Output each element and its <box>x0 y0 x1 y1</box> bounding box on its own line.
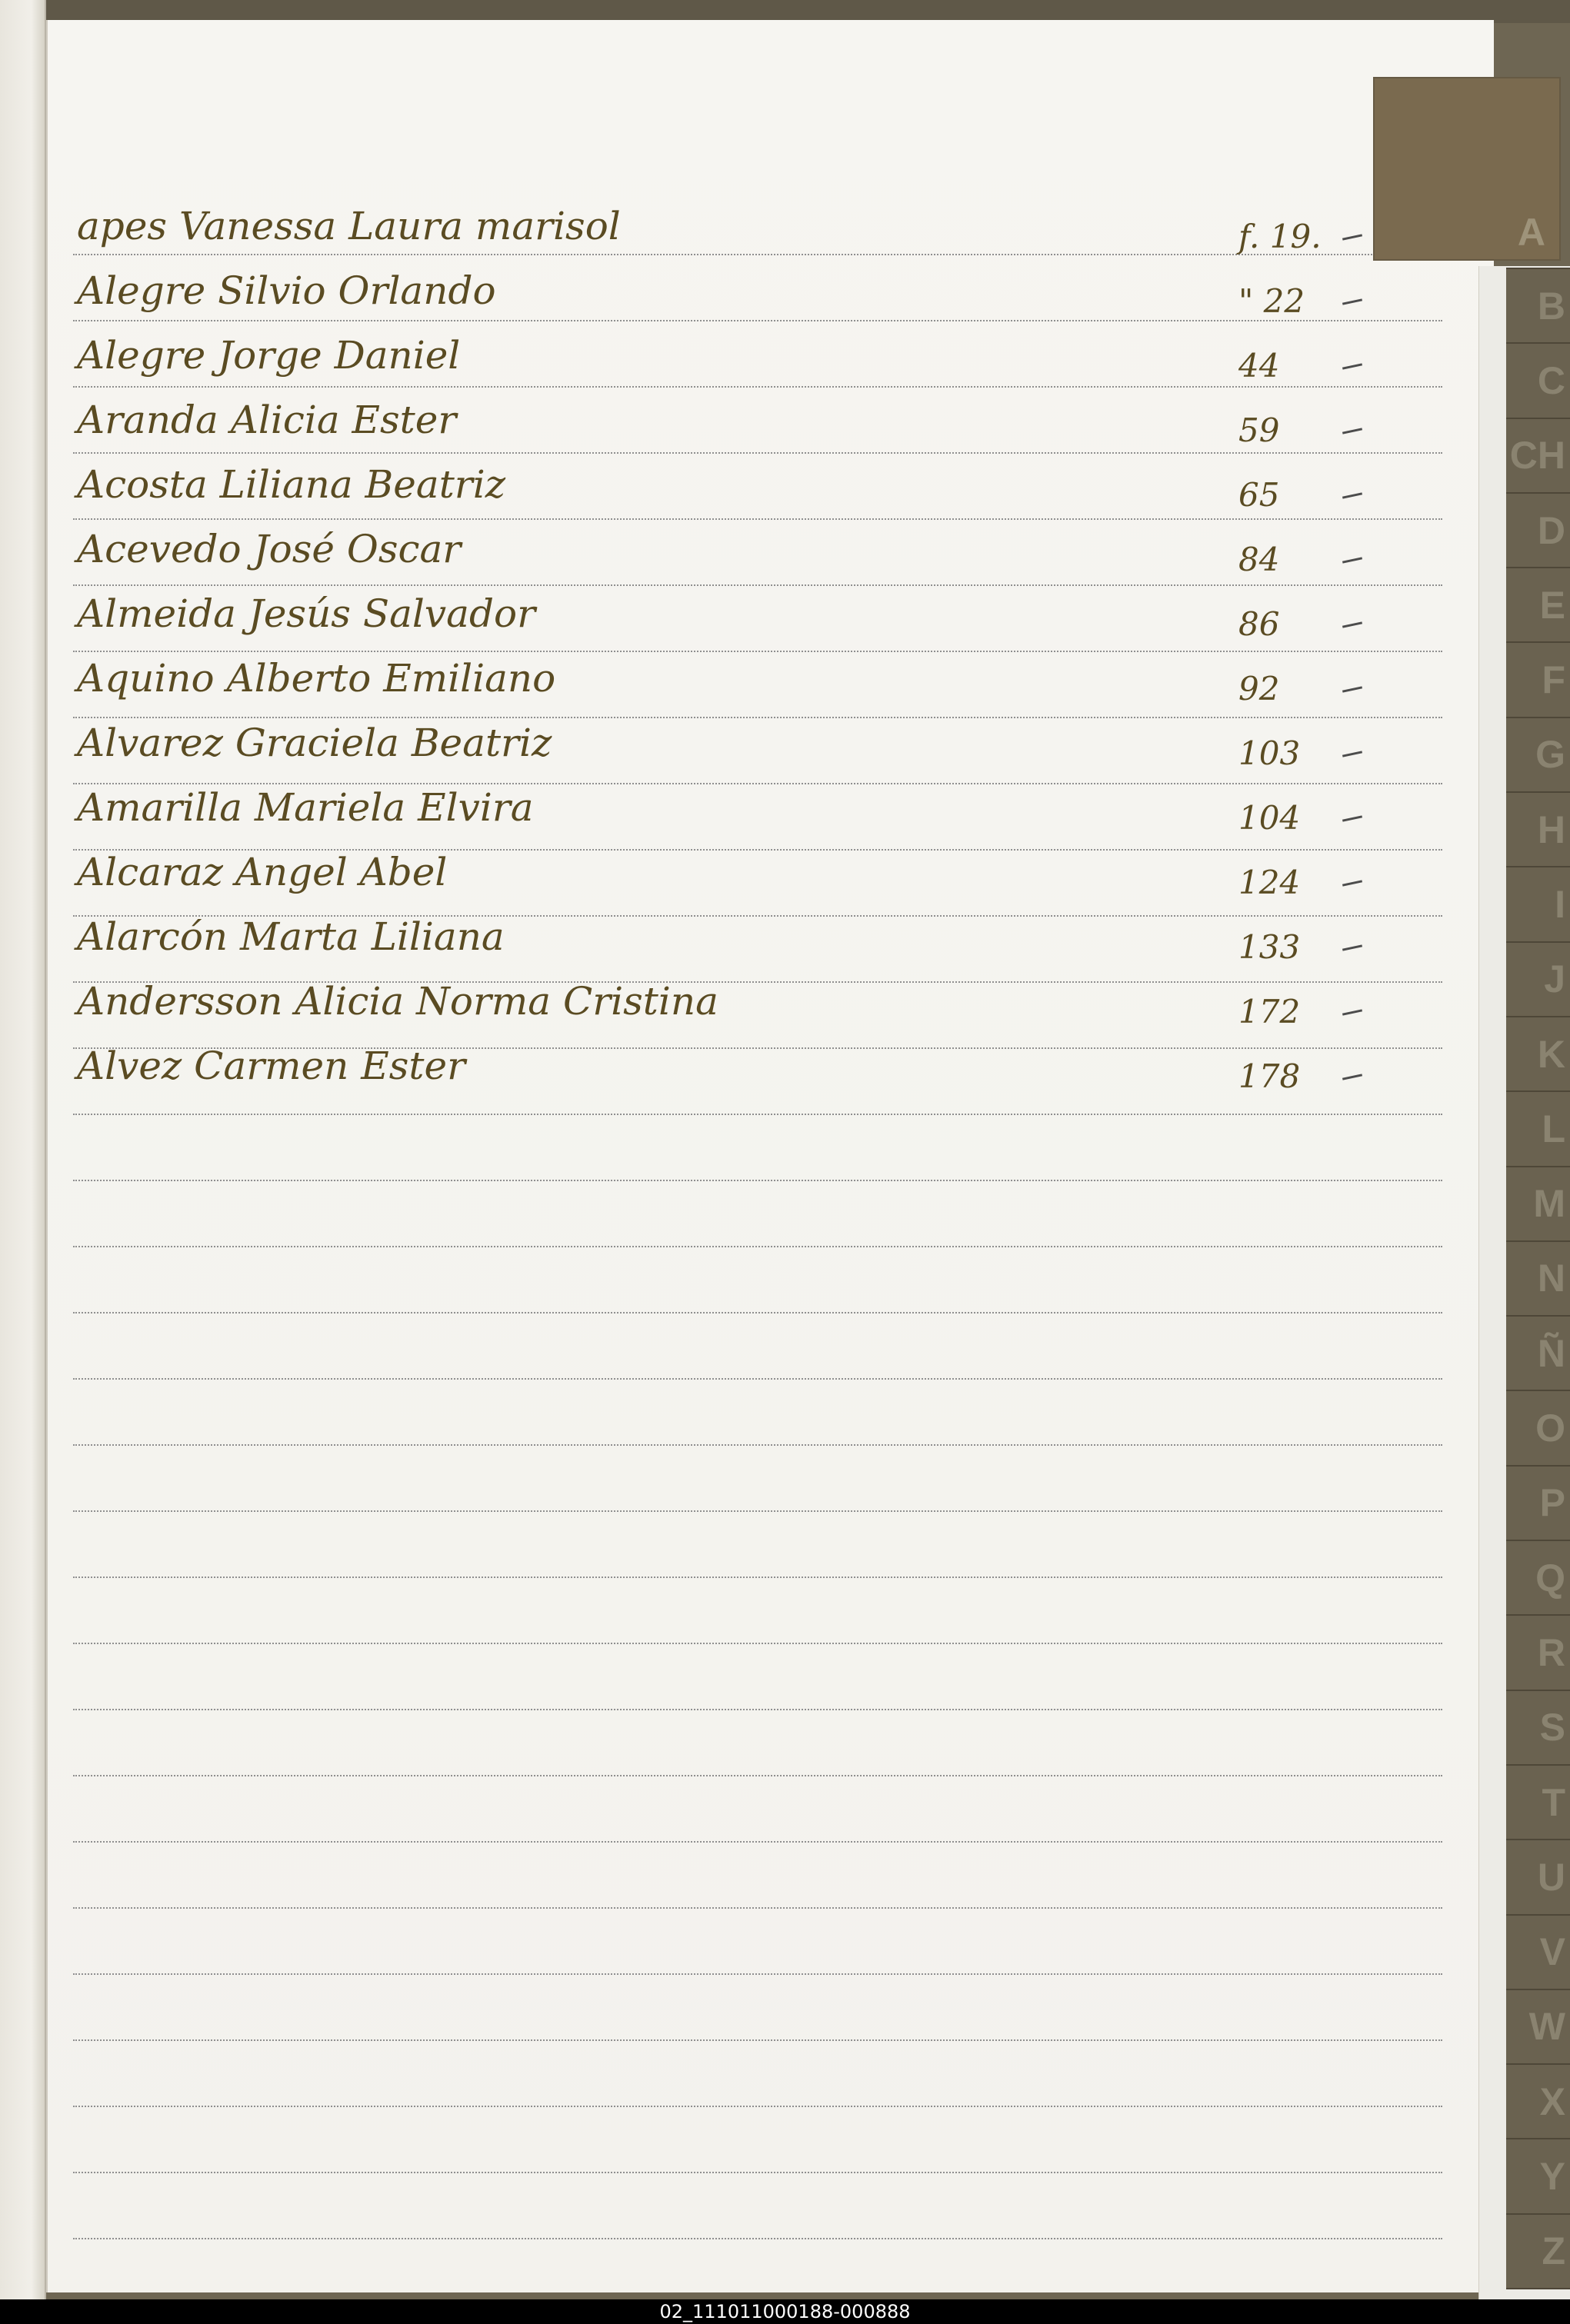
entry-folio: 65 <box>1238 476 1280 514</box>
entry-folio: 44 <box>1238 347 1280 385</box>
index-tab[interactable] <box>1506 2213 1570 2289</box>
index-tab-label: K <box>1537 1032 1565 1076</box>
ruled-line <box>73 386 1442 388</box>
ruled-line <box>73 1775 1442 1776</box>
index-tab-label: B <box>1537 284 1565 328</box>
ruled-line <box>73 1973 1442 1975</box>
ruled-line <box>73 518 1442 520</box>
entry-folio: 103 <box>1238 734 1301 772</box>
entry-name: Alarcón Marta Liliana <box>77 914 505 959</box>
index-tab[interactable] <box>1506 1764 1570 1840</box>
index-tab[interactable] <box>1506 567 1570 643</box>
facing-page-edge <box>0 0 46 2299</box>
ruled-line <box>73 584 1442 586</box>
index-tab[interactable] <box>1506 791 1570 867</box>
index-tab-a[interactable] <box>1373 77 1561 261</box>
index-tab-label: Q <box>1535 1556 1565 1600</box>
ruled-line <box>73 651 1442 652</box>
entry-name: Almeida Jesús Salvador <box>77 591 535 636</box>
ruled-line <box>73 2106 1442 2107</box>
ruled-line <box>73 254 1442 255</box>
index-tab[interactable] <box>1506 1315 1570 1391</box>
index-tab-label: E <box>1539 583 1565 627</box>
ruled-line <box>73 1841 1442 1843</box>
ruled-line <box>73 1510 1442 1512</box>
index-tab[interactable] <box>1506 866 1570 942</box>
ruled-line <box>73 1378 1442 1380</box>
index-tab[interactable] <box>1506 2063 1570 2139</box>
index-tab[interactable] <box>1506 342 1570 418</box>
index-tab-label: J <box>1544 957 1565 1001</box>
entry-folio: " 22 <box>1238 282 1305 320</box>
entry-name: Amarilla Mariela Elvira <box>77 785 534 830</box>
index-tab-label: C <box>1537 358 1565 402</box>
index-tab-label: A <box>1517 211 1545 254</box>
entry-name: Alvez Carmen Ester <box>77 1044 465 1088</box>
index-tab-label: W <box>1528 2005 1565 2049</box>
index-tab-label: M <box>1533 1182 1565 1226</box>
entry-folio: 86 <box>1238 605 1280 643</box>
index-tab-label: L <box>1542 1107 1565 1150</box>
index-tab-label: T <box>1542 1780 1565 1824</box>
entry-name: Acevedo José Oscar <box>77 527 462 571</box>
entry-name: Andersson Alicia Norma Cristina <box>77 979 718 1024</box>
index-tab-label: D <box>1537 508 1565 552</box>
entry-folio: 59 <box>1238 411 1280 449</box>
entry-name: Alvarez Graciela Beatriz <box>77 721 552 765</box>
index-tab-label: P <box>1539 1481 1565 1525</box>
entry-folio: 104 <box>1238 799 1301 837</box>
ruled-line <box>73 1114 1442 1115</box>
image-caption: 02_111011000188-000888 <box>659 2301 911 2322</box>
index-tab[interactable] <box>1506 418 1570 494</box>
index-tab-label: X <box>1539 2079 1565 2123</box>
entry-folio: 92 <box>1238 670 1280 708</box>
entry-name: Aranda Alicia Ester <box>77 398 457 442</box>
ruled-line <box>73 1577 1442 1578</box>
entry-folio: 124 <box>1238 864 1301 901</box>
index-tab-label: I <box>1555 883 1565 926</box>
index-tab[interactable] <box>1506 1540 1570 1616</box>
entry-name: Acosta Liliana Beatriz <box>77 462 506 507</box>
ruled-line <box>73 1643 1442 1644</box>
ruled-line <box>73 2238 1442 2239</box>
entry-name: Alcaraz Angel Abel <box>77 850 448 894</box>
ruled-line <box>73 1709 1442 1710</box>
index-tab[interactable] <box>1506 1989 1570 2065</box>
index-tab[interactable] <box>1506 1390 1570 1466</box>
index-tab[interactable] <box>1506 1914 1570 1990</box>
index-tab[interactable] <box>1506 1614 1570 1690</box>
index-tab-label: CH <box>1509 434 1565 478</box>
index-tab-label: R <box>1537 1630 1565 1674</box>
index-tab[interactable] <box>1506 268 1570 344</box>
index-tab[interactable] <box>1506 1839 1570 1915</box>
index-tab-label: Y <box>1539 2155 1565 2199</box>
ruled-line <box>73 717 1442 718</box>
ruled-line <box>73 320 1442 321</box>
index-tab[interactable] <box>1506 1016 1570 1092</box>
ruled-line <box>73 2172 1442 2173</box>
index-tab-label: V <box>1539 1930 1565 1974</box>
index-tab[interactable] <box>1506 2138 1570 2214</box>
index-tab-label: F <box>1542 658 1565 702</box>
index-tab-label: U <box>1537 1855 1565 1899</box>
index-tab-label: Ñ <box>1537 1331 1565 1375</box>
entry-folio: 84 <box>1238 541 1280 578</box>
index-tab[interactable] <box>1506 492 1570 568</box>
index-tab[interactable] <box>1506 1090 1570 1167</box>
entry-name: Alegre Jorge Daniel <box>77 333 461 378</box>
index-tab[interactable] <box>1506 941 1570 1017</box>
index-tab[interactable] <box>1506 1690 1570 1766</box>
index-tab-label: O <box>1535 1407 1565 1450</box>
index-tab-label: Z <box>1542 2229 1565 2273</box>
ruled-line <box>73 1180 1442 1181</box>
ruled-line <box>73 1907 1442 1909</box>
ruled-line <box>73 783 1442 784</box>
entry-name: apes Vanessa Laura marisol <box>77 204 621 248</box>
index-tab-label: H <box>1537 807 1565 851</box>
entry-folio: 133 <box>1238 928 1301 966</box>
index-tab[interactable] <box>1506 1240 1570 1317</box>
index-tab[interactable] <box>1506 641 1570 718</box>
entry-folio: 178 <box>1238 1057 1301 1095</box>
entry-folio: f. 19. <box>1238 218 1322 255</box>
ruled-line <box>73 452 1442 454</box>
entry-name: Alegre Silvio Orlando <box>77 268 496 313</box>
index-tab[interactable] <box>1506 1166 1570 1242</box>
entry-folio: 172 <box>1238 993 1301 1030</box>
index-tab-label: G <box>1535 733 1565 777</box>
ruled-line <box>73 1444 1442 1446</box>
ruled-line <box>73 1246 1442 1247</box>
entry-name: Aquino Alberto Emiliano <box>77 656 556 701</box>
ruled-line <box>73 2039 1442 2041</box>
footer-bar <box>0 2299 1570 2324</box>
ruled-line <box>73 1312 1442 1313</box>
index-tab[interactable] <box>1506 717 1570 793</box>
index-tab[interactable] <box>1506 1465 1570 1541</box>
index-tab-label: S <box>1539 1706 1565 1750</box>
index-tab-label: N <box>1537 1257 1565 1300</box>
